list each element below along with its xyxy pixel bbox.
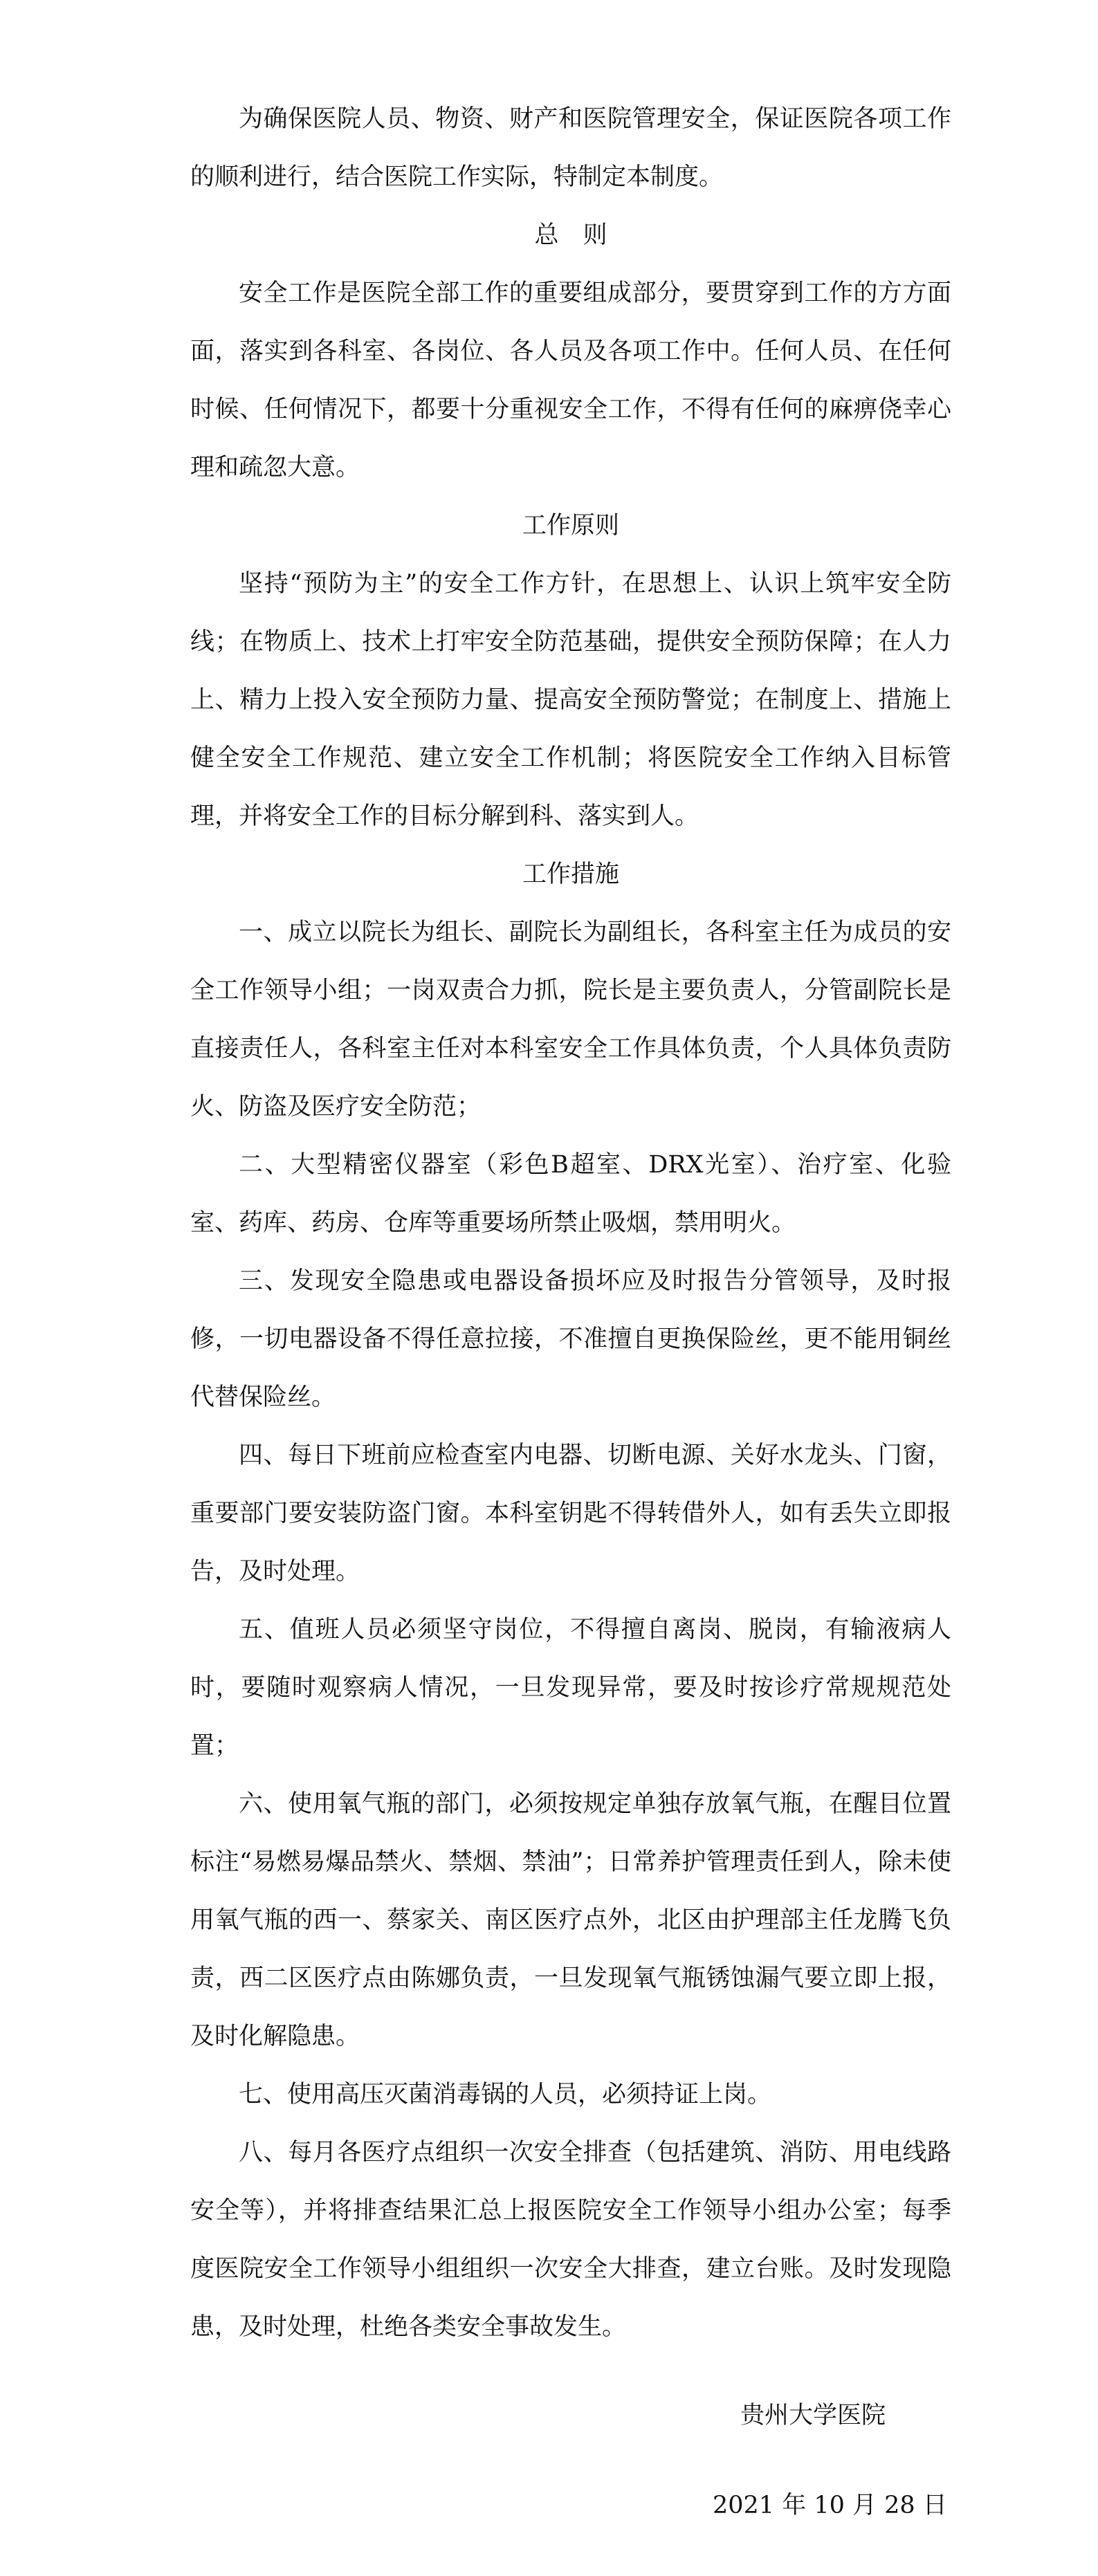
measure-item-4: 四、每日下班前应检查室内电器、切断电源、关好水龙头、门窗，重要部门要安装防盗门窗。本科室钥匙不得转借外人，如有丢失立即报告，及时处理。	[190, 1442, 951, 1585]
measure-item-3: 三、发现安全隐患或电器设备损坏应及时报告分管领导，及时报修，一切电器设备不得任意拉接，不准擅自更换保险丝，更不能用铜丝代替保险丝。	[190, 1267, 951, 1411]
section-heading-principles: 工作原则	[522, 512, 619, 540]
signature-date: 2021 年 10 月 28 日	[713, 2492, 947, 2519]
principles-paragraph: 坚持“预防为主”的安全工作方针，在思想上、认识上筑牢安全防线；在物质上、技术上打牢安全防范基础，提供安全预防保障；在人力上、精力上投入安全预防力量、提高安全预防警觉；在制度上、措施上健全安全工作规范、建立安全工作机制；将医院安全工作纳入目标管理，并将安全工作的目标分解到科、落实到人。	[190, 570, 951, 830]
measure-item-2: 二、大型精密仪器室（彩色B超室、DRX光室）、治疗室、化验室、药库、药房、仓库等重要场所禁止吸烟，禁用明火。	[190, 1151, 951, 1237]
measure-item-5: 五、值班人员必须坚守岗位，不得擅自离岗、脱岗，有输液病人时，要随时观察病人情况，一旦发现异常，要及时按诊疗常规规范处置；	[190, 1616, 951, 1760]
general-paragraph: 安全工作是医院全部工作的重要组成部分，要贯穿到工作的方方面面，落实到各科室、各岗位、各人员及各项工作中。任何人员、在任何时候、任何情况下，都要十分重视安全工作，不得有任何的麻痹侥幸心理和疏忽大意。	[190, 279, 951, 481]
measure-item-8: 八、每月各医疗点组织一次安全排查（包括建筑、消防、用电线路安全等），并将排查结果汇总上报医院安全工作领导小组办公室；每季度医院安全工作领导小组组织一次安全大排查，建立台账。及时发现隐患，及时处理，杜绝各类安全事故发生。	[190, 2139, 951, 2341]
signature-organization: 贵州大学医院	[740, 2402, 886, 2429]
measure-item-6: 六、使用氧气瓶的部门，必须按规定单独存放氧气瓶，在醒目位置标注“易燃易爆品禁火、禁烟、禁油”；日常养护管理责任到人，除未使用氧气瓶的西一、蔡家关、南区医疗点外，北区由护理部主任龙腾飞负责，西二区医疗点由陈娜负责，一旦发现氧气瓶锈蚀漏气要立即上报，及时化解隐患。	[190, 1790, 951, 2050]
section-heading-measures: 工作措施	[522, 861, 619, 888]
measure-item-1: 一、成立以院长为组长、副院长为副组长，各科室主任为成员的安全工作领导小组；一岗双责合力抓，院长是主要负责人，分管副院长是直接责任人，各科室主任对本科室安全工作具体负责，个人具体负责防火、防盗及医疗安全防范；	[190, 919, 951, 1121]
measure-item-7: 七、使用高压灭菌消毒锅的人员，必须持证上岗。	[239, 2081, 772, 2108]
section-heading-general: 总 则	[534, 221, 607, 249]
intro-paragraph: 为确保医院人员、物资、财产和医院管理安全，保证医院各项工作的顺利进行，结合医院工作实际，特制定本制度。	[190, 105, 951, 191]
